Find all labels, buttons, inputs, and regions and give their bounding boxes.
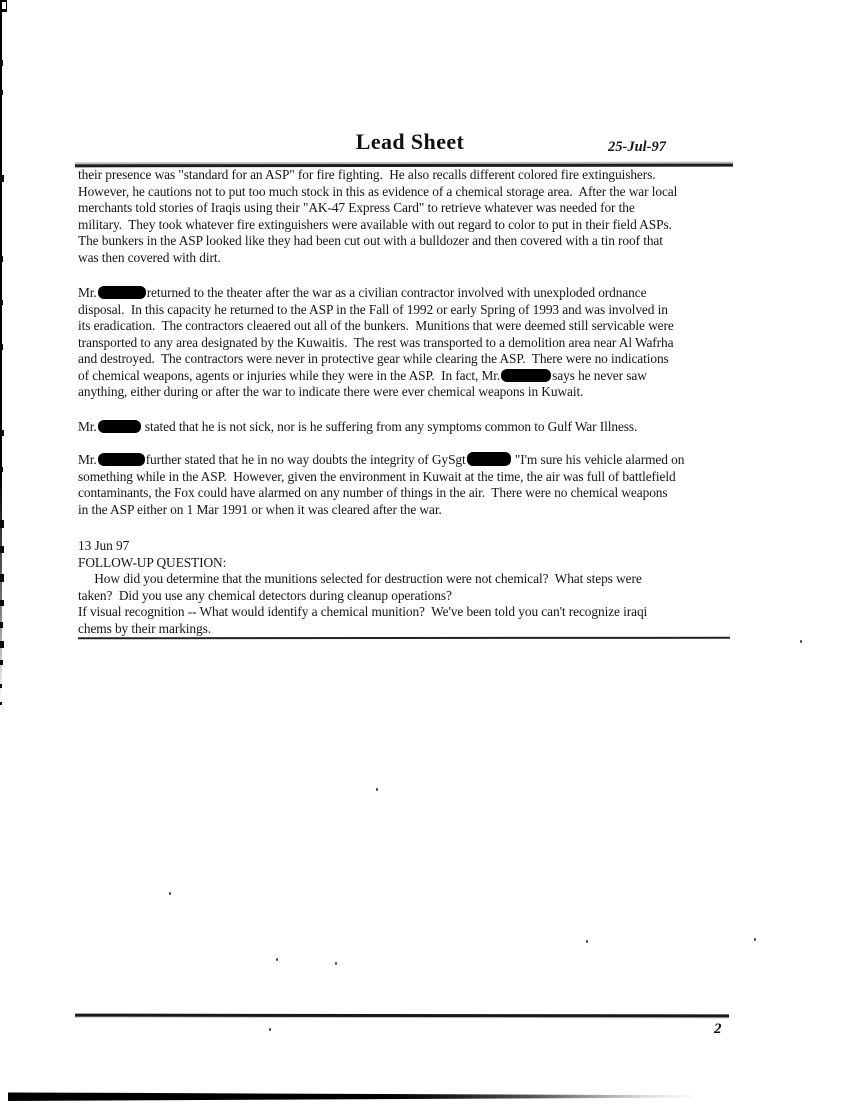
text-run: However, he cautions not to put too much stock in this as evidence of a chemical storage area. After the war local [78, 183, 678, 199]
text-line [78, 604, 758, 621]
scan-artifact-speck [169, 892, 171, 895]
text-line [78, 285, 758, 302]
text-run: How did you determine that the munitions selected for destruction were not chemical? What steps were [78, 571, 642, 586]
scan-artifact-edge-blob [0, 684, 2, 688]
text-line [78, 452, 758, 469]
paragraph [78, 452, 758, 518]
redaction-box [501, 369, 551, 382]
text-line [78, 419, 758, 436]
text-line [78, 233, 758, 250]
scan-artifact-speck [586, 940, 588, 943]
scan-artifact-corner-hole [2, 2, 6, 9]
scan-artifact-speck [276, 958, 278, 961]
text-run: military. They took whatever fire extinguishers were available with out regard to color to put in their field ASPs. [78, 216, 672, 232]
text-run: of chemical weapons, agents or injuries while they were in the ASP. In fact, Mr. [78, 367, 501, 383]
section-rule [78, 637, 730, 639]
text-line [78, 318, 758, 335]
paragraph [78, 419, 758, 436]
scan-artifact-edge-blob [0, 600, 4, 606]
paragraph [78, 167, 758, 266]
text-run: If visual recognition -- What would identify a chemical munition? We've been told you can't recognize iraqi [78, 604, 648, 619]
text-run: anything, either during or after the war to indicate there were ever chemical weapons in Kuwait. [78, 384, 584, 399]
scan-artifact-edge-blob [0, 256, 3, 262]
text-line [78, 184, 758, 201]
scan-artifact-edge-blob [0, 60, 3, 66]
scan-artifact-edge-blob [0, 622, 3, 628]
scan-artifact-edge-blob [0, 520, 4, 528]
text-run: disposal. In this capacity he returned to the ASP in the Fall of 1992 or early Spring of 1993 and was involved in [78, 301, 668, 317]
text-run: and destroyed. The contractors were never in protective gear while clearing the ASP. There were no indications [78, 351, 669, 366]
text-run: Mr. [78, 452, 97, 467]
scan-artifact-edge-blob [0, 467, 3, 472]
scan-artifact-edge-blob [0, 546, 4, 553]
scan-artifact-speck [800, 640, 802, 643]
text-line [78, 538, 758, 555]
text-run: says he never saw [552, 367, 647, 383]
text-run: chems by their markings. [78, 620, 211, 636]
text-line [78, 502, 758, 519]
text-run: "I'm sure his vehicle alarmed on [511, 452, 685, 467]
scan-artifact-edge-blob [0, 660, 3, 665]
scan-artifact-left-edge [0, 0, 2, 700]
text-line [78, 588, 758, 605]
text-line [78, 571, 758, 588]
text-run: Mr. [78, 285, 97, 300]
text-line [78, 368, 758, 385]
text-line [78, 469, 758, 486]
text-run: their presence was "standard for an ASP" for fire fighting. He also recalls different colored fire extinguishers. [78, 167, 656, 182]
text-run: The bunkers in the ASP looked like they had been cut out with a bulldozer and then covered with a tin roof that [78, 233, 663, 248]
body-block-statement [78, 419, 758, 436]
text-line [78, 351, 758, 368]
text-run: returned to the theater after the war as a civilian contractor involved with unexploded ordnance [146, 285, 647, 300]
scan-artifact-speck [754, 938, 756, 941]
redaction-box [98, 286, 146, 299]
redaction-box [467, 452, 511, 466]
text-line [78, 200, 758, 217]
text-line [78, 335, 758, 352]
text-run: stated that he is not sick, nor is he suffering from any symptoms common to Gulf War Illness. [141, 419, 638, 434]
body-block-main [78, 167, 758, 401]
text-run: in the ASP either on 1 Mar 1991 or when it was cleared after the war. [78, 501, 442, 517]
text-line [78, 250, 758, 267]
body-block-followup [78, 538, 758, 637]
footer-rule [75, 1014, 729, 1017]
scan-artifact-bottom-bar [8, 1092, 698, 1101]
text-run: was then covered with dirt. [78, 249, 221, 265]
scan-artifact-speck [335, 962, 337, 965]
scan-artifact-edge-blob [0, 175, 4, 182]
scan-artifact-speck [376, 788, 378, 791]
paragraph [78, 538, 758, 637]
text-run: something while in the ASP. However, given the environment in Kuwait at the time, the air was full of battlefield [78, 468, 676, 484]
text-run: taken? Did you use any chemical detectors during cleanup operations? [78, 587, 452, 603]
paragraph [78, 285, 758, 401]
text-line [78, 485, 758, 502]
text-line [78, 302, 758, 319]
page-title: Lead Sheet [355, 129, 465, 154]
text-line [78, 217, 758, 234]
header-date: 25-Jul-97 [608, 139, 666, 155]
text-line [78, 621, 758, 638]
text-run: further stated that he in no way doubts the integrity of GySgt [145, 452, 466, 467]
scan-artifact-edge-blob [0, 574, 4, 582]
text-run: 13 Jun 97 [78, 538, 130, 553]
text-run: merchants told stories of Iraqis using their "AK-47 Express Card" to retrieve whatever was needed for the [78, 200, 635, 215]
text-run: Mr. [78, 419, 97, 434]
text-line [78, 555, 758, 572]
text-line [78, 384, 758, 401]
scan-artifact-edge-blob [0, 344, 3, 350]
scan-artifact-edge-blob [0, 702, 2, 705]
body-block-integrity [78, 452, 758, 518]
scan-artifact-edge-blob [0, 430, 4, 436]
text-line [78, 167, 758, 184]
redaction-box [98, 420, 141, 433]
text-run: contaminants, the Fox could have alarmed on any number of things in the air. There were no chemical weapons [78, 485, 668, 500]
redaction-box [98, 453, 145, 466]
text-run: its eradication. The contractors cleaered out all of the bunkers. Munitions that were deemed still servicable were [78, 318, 674, 333]
scan-artifact-speck [269, 1028, 271, 1031]
scan-artifact-edge-blob [0, 90, 3, 95]
scan-artifact-corner-notch [0, 0, 7, 12]
page-number: 2 [714, 1021, 722, 1037]
scan-artifact-edge-blob [0, 300, 3, 305]
text-run: FOLLOW-UP QUESTION: [78, 554, 227, 570]
text-run: transported to any area designated by the Kuwaitis. The rest was transported to a demolition area near Al Wafrha [78, 334, 674, 350]
scan-artifact-edge-blob [0, 641, 4, 648]
